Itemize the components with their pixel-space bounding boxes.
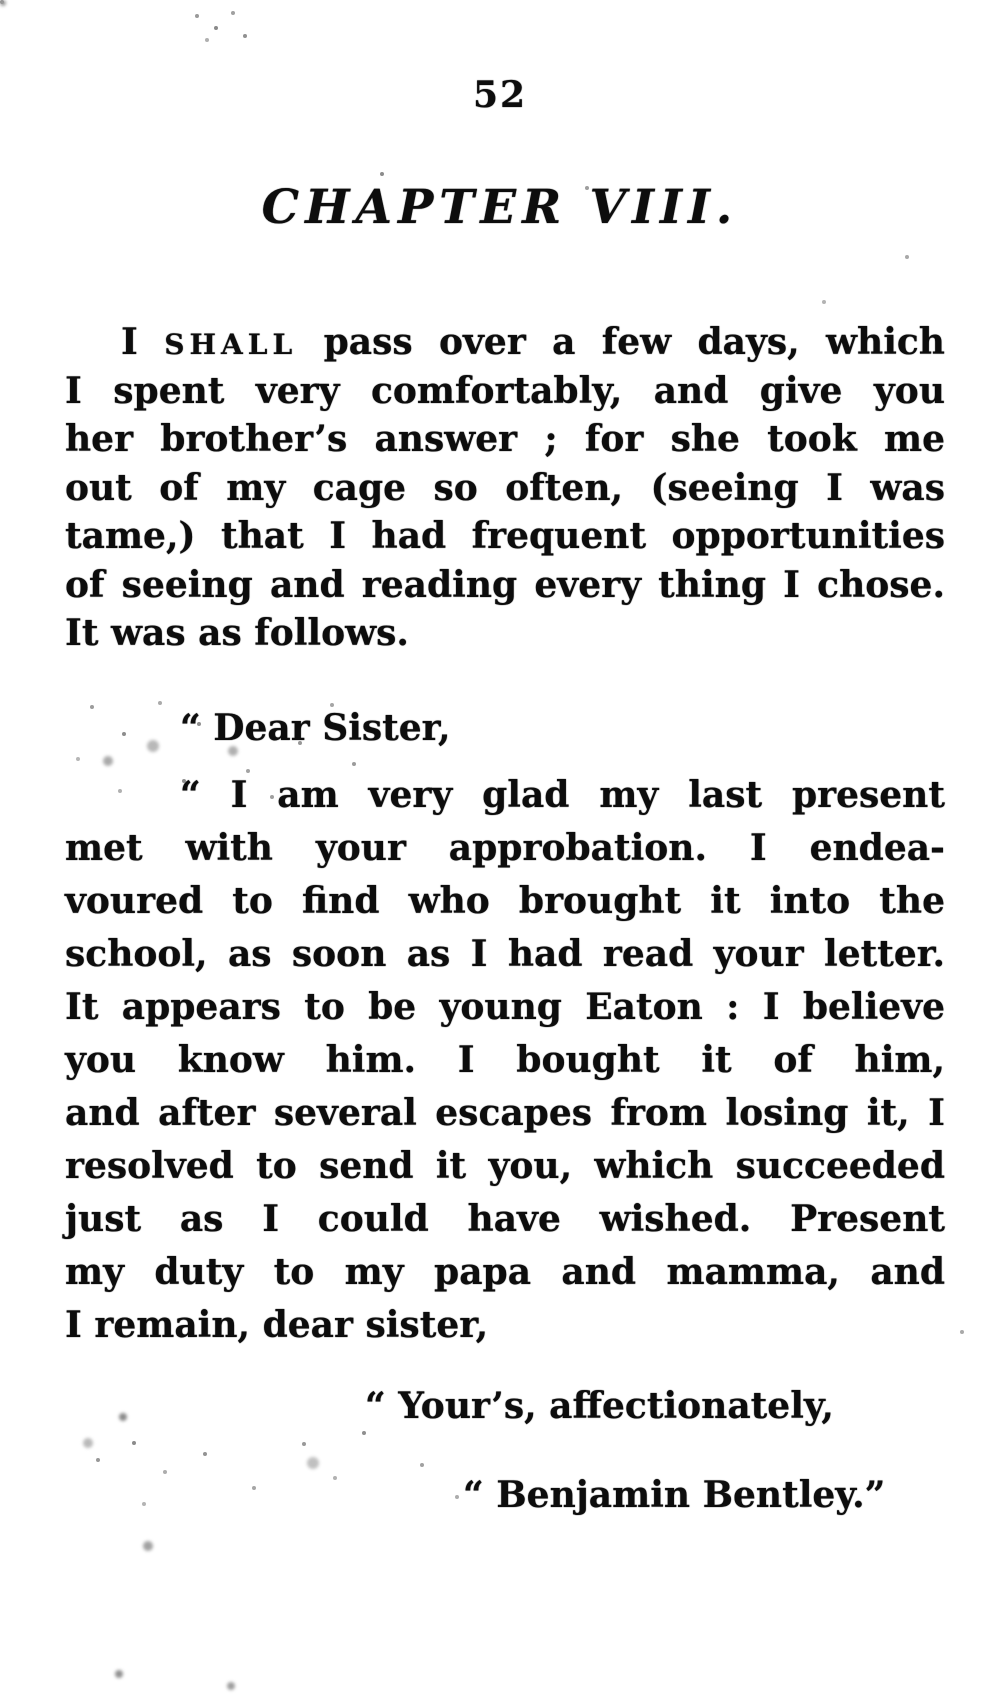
letter-line: voured to find who brought it into the: [65, 879, 945, 922]
text-line: [65, 318, 945, 367]
scan-noise-smudges: [0, 0, 6, 6]
letter-closing: “ Your’s, affectionately,: [365, 1384, 834, 1427]
letter-line: school, as soon as I had read your letter.: [65, 932, 945, 975]
chapter-heading: CHAPTER VIII.: [261, 180, 739, 235]
letter-signature: “ Benjamin Bentley.”: [463, 1473, 886, 1516]
text-line: of seeing and reading every thing I chose.: [65, 563, 945, 606]
letter-line: just as I could have wished. Present: [65, 1197, 945, 1240]
letter: [65, 702, 945, 1522]
text-line: out of my cage so often, (seeing I was: [65, 466, 945, 509]
text-line: I spent very comfortably, and give you: [65, 369, 945, 412]
letter-line: you know him. I bought it of him,: [65, 1038, 945, 1081]
letter-salutation: “ Dear Sister,: [180, 706, 451, 749]
letter-line: my duty to my papa and mamma, and: [65, 1250, 945, 1293]
opening-rest: pass over a few days, which: [323, 321, 945, 363]
letter-line: resolved to send it you, which succeeded: [65, 1144, 945, 1187]
opening-smallcaps: SHALL: [164, 328, 298, 361]
text-line: her brother’s answer ; for she took me: [65, 418, 945, 460]
text-line: tame,) that I had frequent opportunities: [65, 515, 945, 557]
text-block: [65, 318, 945, 1522]
letter-line: “ I am very glad my last present: [180, 773, 945, 816]
letter-line: It appears to be young Eaton : I believe: [65, 985, 945, 1028]
letter-line: I remain, dear sister,: [65, 1303, 489, 1346]
narration-paragraph: [65, 318, 945, 658]
page-number: 52: [472, 74, 528, 116]
text-line: It was as follows.: [65, 612, 409, 654]
letter-line: met with your approbation. I endea-: [65, 826, 945, 869]
letter-line: and after several escapes from losing it, I: [65, 1091, 945, 1134]
opening-word: I: [121, 321, 138, 363]
